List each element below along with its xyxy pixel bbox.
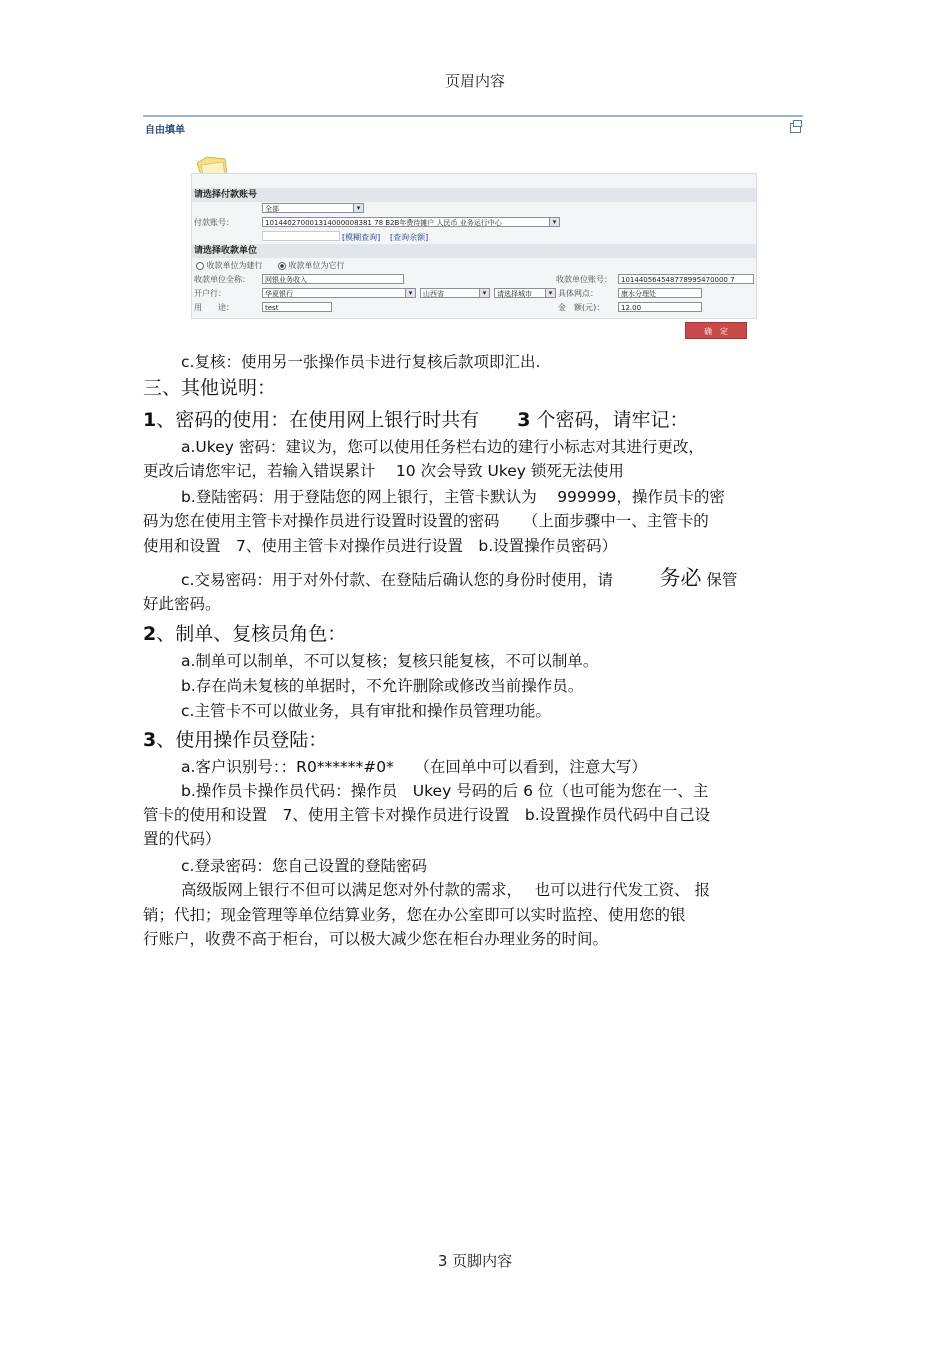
section-heading: 三、其他说明： xyxy=(143,377,277,399)
text-line: c.登录密码：您自己设置的登陆密码 xyxy=(181,857,427,875)
text-line: 使用和设置 7、使用主管卡对操作员进行设置 b.设置操作员密码） xyxy=(143,537,618,555)
bank-select[interactable]: 华夏银行 ▾ xyxy=(262,288,416,298)
text-line: 码为您在使用主管卡对操作员进行设置时设置的密码 （上面步骤中一、主管卡的 xyxy=(143,512,709,530)
text-line: a.Ukey 密码：建议为，您可以使用任务栏右边的建行小标志对其进行更改， xyxy=(181,438,704,456)
text-segment: 保管 xyxy=(706,571,738,589)
form-panel xyxy=(191,173,757,319)
text-line: 好此密码。 xyxy=(143,595,221,613)
confirm-button[interactable]: 确 定 xyxy=(685,322,747,339)
heading-number: 1 xyxy=(143,409,157,431)
branch-label: 具体网点： xyxy=(558,289,598,298)
text-line: c.主管卡不可以做业务，具有审批和操作员管理功能。 xyxy=(181,702,551,720)
form-title: 自由填单 xyxy=(145,125,185,136)
heading-text: 、制单、复核员角色： xyxy=(156,623,347,645)
radio-ccb[interactable] xyxy=(196,260,263,271)
text-line: 更改后请您牢记，若输入错误累计 10 次会导致 Ukey 锁死无法使用 xyxy=(143,462,624,480)
text-segment: c.交易密码：用于对外付款、在登陆后确认您的身份时使用，请 xyxy=(181,571,613,589)
province-select[interactable]: 山西省 ▾ xyxy=(420,288,490,298)
radio-other[interactable] xyxy=(278,260,345,271)
payee-name-input[interactable]: 网银业务收入 xyxy=(262,274,404,284)
heading-text: 、密码的使用：在使用网上银行时共有 xyxy=(156,409,480,431)
text-line: 置的代码） xyxy=(143,830,221,848)
page-header: 页眉内容 xyxy=(444,72,505,90)
radio-ccb-button[interactable] xyxy=(196,262,204,270)
text-line: a.客户识别号：：R0******#0* （在回单中可以看到，注意大写） xyxy=(181,758,647,776)
page-footer: 3 页脚内容 xyxy=(437,1252,513,1270)
text-line: b.操作员卡操作员代码：操作员 Ukey 号码的后 6 位（也可能为您在一、主 xyxy=(181,782,709,800)
heading-login xyxy=(143,728,327,752)
purpose-input[interactable]: test xyxy=(262,302,332,312)
amount-input[interactable]: 12.00 xyxy=(618,302,702,312)
payer-account-label: 付款账号： xyxy=(194,218,234,227)
emphasis-text: 务必 xyxy=(659,566,702,590)
radio-other-button[interactable] xyxy=(278,262,286,270)
heading-number: 3 xyxy=(517,409,531,431)
heading-text: 、使用操作员登陆： xyxy=(156,729,328,751)
section-payer: 请选择付款账号 xyxy=(192,188,756,202)
heading-roles xyxy=(143,622,346,646)
payee-account-label: 收款单位账号： xyxy=(556,275,612,284)
text-line: b.存在尚未复核的单据时，不允许删除或修改当前操作员。 xyxy=(181,677,584,695)
amount-label: 金 额(元)： xyxy=(558,303,605,312)
radio-ccb-label: 收款单位为建行 xyxy=(206,261,263,270)
blank-field xyxy=(262,231,340,241)
heading-text: 个密码，请牢记： xyxy=(536,409,689,431)
payer-scope-select[interactable]: 全部 ▾ xyxy=(262,203,364,213)
text-line: 高级版网上银行不但可以满足您对外付款的需求， 也可以进行代发工资、 报 xyxy=(181,881,711,899)
text-line: c.复核：使用另一张操作员卡进行复核后款项即汇出. xyxy=(181,353,541,371)
text-line: 管卡的使用和设置 7、使用主管卡对操作员进行设置 b.设置操作员代码中自己设 xyxy=(143,806,711,824)
text-line: a.制单可以制单，不可以复核；复核只能复核，不可以制单。 xyxy=(181,652,599,670)
heading-number: 2 xyxy=(143,623,157,645)
heading-number: 3 xyxy=(143,729,157,751)
text-line: b.登陆密码：用于登陆您的网上银行，主管卡默认为 999999，操作员卡的密 xyxy=(181,488,725,506)
text-line xyxy=(181,568,737,590)
payee-account-input[interactable]: 101440564548778995470000 7 xyxy=(618,274,754,284)
divider xyxy=(143,115,803,117)
payee-name-label: 收款单位全称： xyxy=(194,275,250,284)
text-line: 销；代扣；现金管理等单位结算业务，您在办公室即可以实时监控、使用您的银 xyxy=(143,906,686,924)
section-payee: 请选择收款单位 xyxy=(192,244,756,258)
payer-account-select[interactable]: 101440270001314000008381 78 B2B年费待摊户 人民币 业务运行中心 ▾ xyxy=(262,217,560,227)
fuzzy-query-link[interactable]: [模糊查询] xyxy=(342,233,381,242)
radio-other-label: 收款单位为它行 xyxy=(288,261,345,270)
purpose-label: 用 途： xyxy=(194,303,234,312)
city-select[interactable]: 请选择城市 ▾ xyxy=(494,288,556,298)
balance-query-link[interactable]: [查询余额] xyxy=(390,233,429,242)
embedded-screenshot xyxy=(143,115,805,345)
bank-label: 开户行： xyxy=(194,289,226,298)
branch-input[interactable]: 康水分理处 xyxy=(618,288,702,298)
restore-window-icon[interactable] xyxy=(790,123,801,133)
text-line: 行账户，收费不高于柜台，可以极大减少您在柜台办理业务的时间。 xyxy=(143,930,609,948)
heading-password xyxy=(143,408,689,432)
